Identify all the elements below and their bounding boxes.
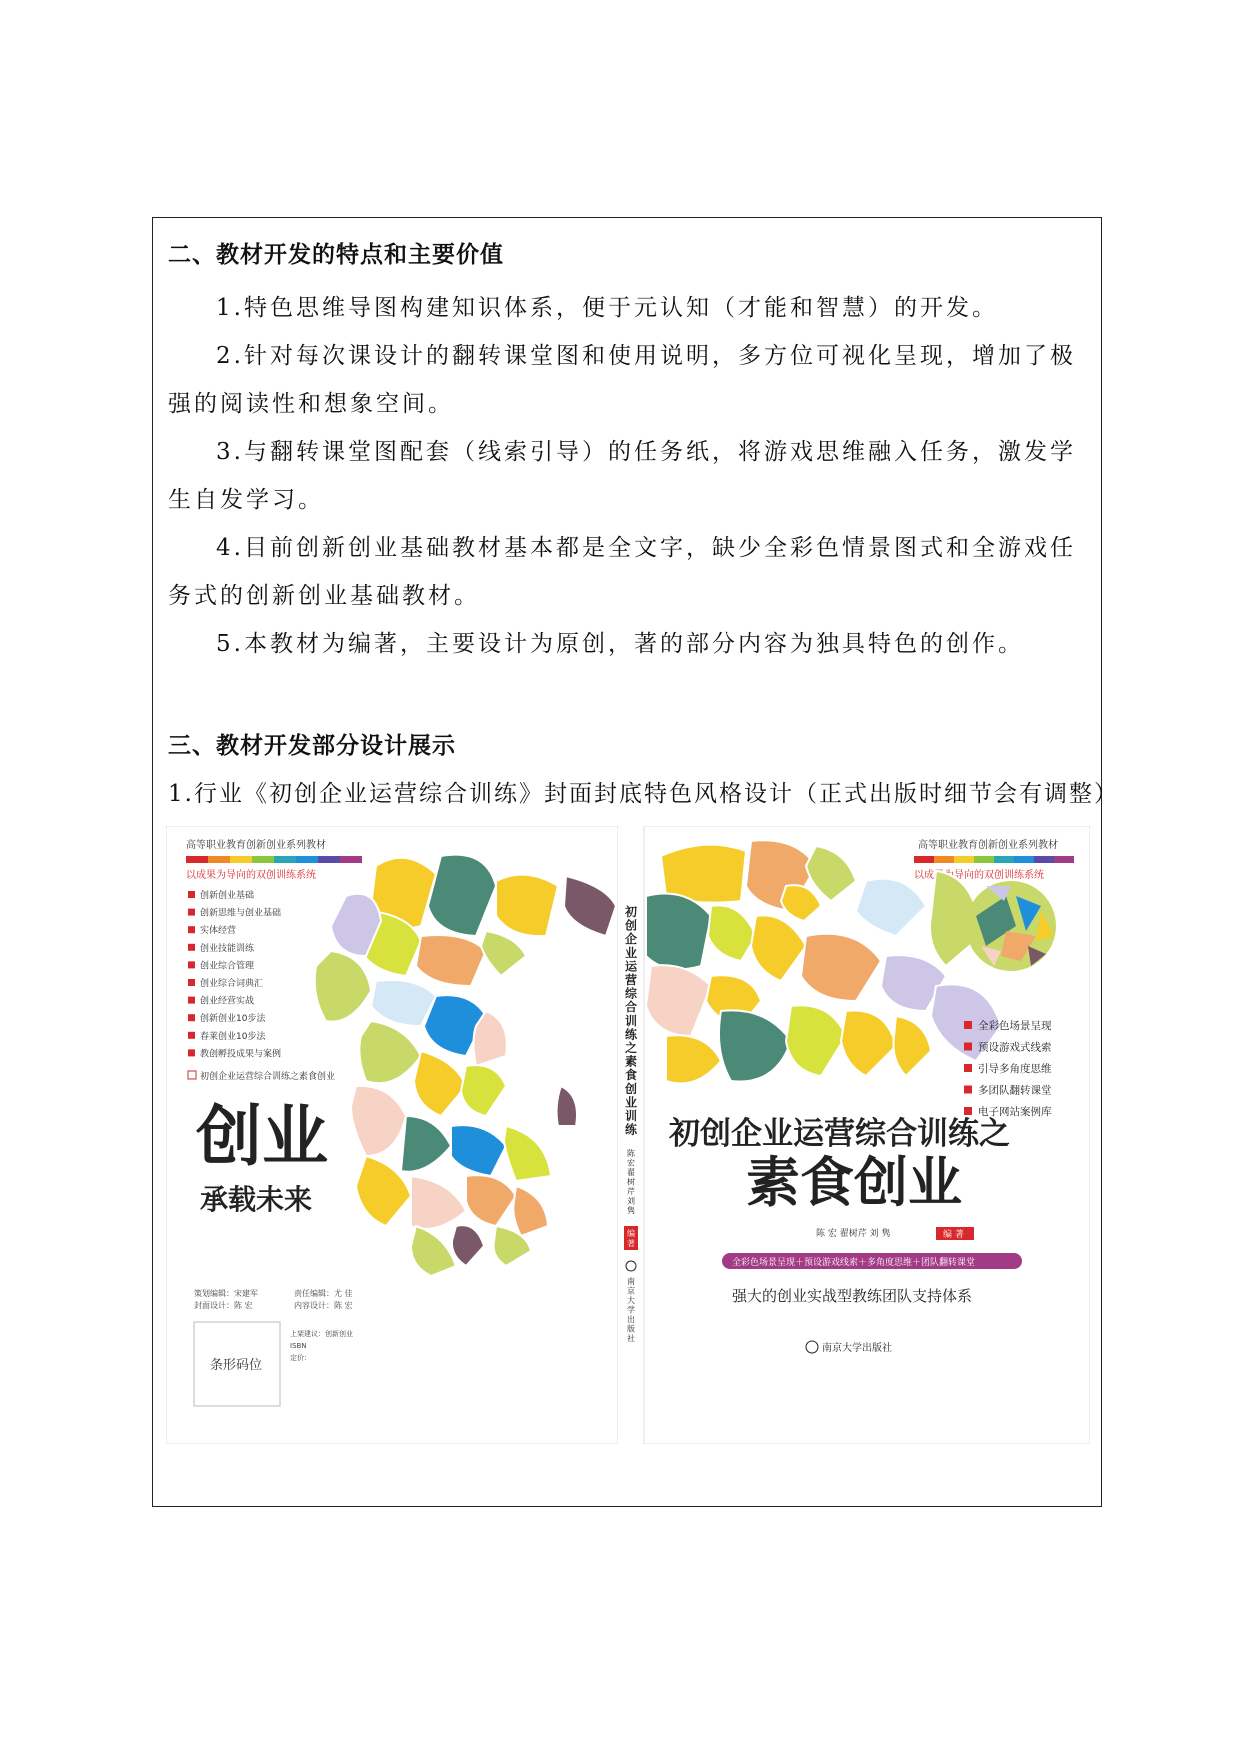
list-bullet-icon (188, 944, 195, 951)
feature-bullet-icon (964, 1021, 972, 1029)
feature-item: 多团队翻转课堂 (978, 1084, 1052, 1097)
back-color-bar (186, 856, 362, 863)
feature-bullet-icon (964, 1064, 972, 1072)
front-color-bar (914, 856, 1074, 863)
figure-caption: 1.行业《初创企业运营综合训练》封面封底特色风格设计（正式出版时细节会有调整） (168, 781, 1119, 807)
book-cover-illustration (166, 826, 1090, 1444)
feature-item: 全彩色场景呈现 (978, 1020, 1052, 1032)
feature-item: 电子网站案例库 (978, 1106, 1052, 1118)
credit-2: 责任编辑：尤 佳 (294, 1289, 353, 1298)
front-title-line2: 素食创业 (746, 1151, 962, 1214)
point-2: 2.针对每次课设计的翻转课堂图和使用说明，多方位可视化呈现，增加了极强的阅读性和想象空间。 (168, 343, 1076, 417)
list-bullet-icon (188, 1032, 195, 1039)
back-list-item: 创业综合管理 (200, 961, 255, 972)
list-bullet-icon (188, 909, 195, 916)
back-big-title: 创业 (196, 1098, 328, 1175)
credit-4: 内容设计：陈 宏 (294, 1301, 353, 1310)
list-bullet-icon (188, 1049, 195, 1056)
section-2-title: 二、教材开发的特点和主要价值 (168, 241, 504, 268)
front-banner: 全彩色场景呈现＋预设游戏线索＋多角度思维＋团队翻转课堂 (732, 1258, 976, 1268)
back-list-item: 创新创业10步法 (200, 1014, 266, 1025)
list-bullet-icon (188, 926, 195, 933)
back-check-item: 初创企业运营综合训练之素食创业 (200, 1072, 336, 1082)
list-bullet-icon (188, 891, 195, 898)
list-bullet-icon (188, 1014, 195, 1021)
front-role: 编 著 (943, 1230, 964, 1240)
back-series-sub: 以成果为导向的双创训练系统 (186, 870, 316, 881)
point-1: 1.特色思维导图构建知识体系，便于元认知（才能和智慧）的开发。 (216, 295, 998, 321)
back-list-item: 创新思维与创业基础 (200, 908, 282, 919)
back-series: 高等职业教育创新创业系列教材 (186, 840, 326, 851)
feature-item: 引导多角度思维 (978, 1063, 1052, 1075)
list-bullet-icon (188, 961, 195, 968)
point-5: 5.本教材为编著，主要设计为原创，著的部分内容为独具特色的创作。 (216, 631, 1024, 657)
front-publisher: 南京大学出版社 (822, 1343, 892, 1354)
back-list-item: 教创孵投成果与案例 (200, 1049, 282, 1060)
spine-publisher: 南京大学出版社 (627, 1277, 635, 1343)
back-list-item: 春莱创业10步法 (200, 1031, 266, 1042)
back-list-item: 创业综合词典汇 (200, 979, 264, 989)
circle-mosaic-illustration (966, 881, 1056, 971)
point-3: 3.与翻转课堂图配套（线索引导）的任务纸，将游戏思维融入任务，激发学生自发学习。 (168, 439, 1076, 513)
front-series-sub: 以成果为导向的双创训练系统 (914, 870, 1044, 881)
feature-bullet-icon (964, 1043, 972, 1051)
feature-bullet-icon (964, 1107, 972, 1115)
credit-1: 策划编辑：宋建军 (194, 1289, 258, 1298)
back-list-item: 实体经营 (200, 926, 237, 937)
front-title-line1: 初创企业运营综合训练之 (669, 1116, 1010, 1152)
back-list-item: 创业经营实战 (200, 996, 255, 1007)
spine-title: 初创企业运营综合训练之素食创业训练 (624, 905, 638, 1137)
spine-authors: 陈宏翟树芹刘隽 (627, 1149, 635, 1215)
front-tagline: 强大的创业实战型教练团队支持体系 (732, 1287, 973, 1305)
front-authors: 陈 宏 翟树芹 刘 隽 (816, 1229, 891, 1239)
point-4: 4.目前创新创业基础教材基本都是全文字，缺少全彩色情景图式和全游戏任务式的创新创业基础教材。 (168, 535, 1076, 609)
spine-role: 编著 (627, 1229, 635, 1248)
feature-item: 预设游戏式线索 (978, 1041, 1052, 1054)
list-bullet-icon (188, 979, 195, 986)
back-slogan: 承载未来 (200, 1183, 313, 1216)
credit-3: 封面设计：陈 宏 (194, 1301, 253, 1310)
back-list-item: 创业技能训练 (200, 943, 255, 954)
barcode-info-1: 上架建议：创新创业 (290, 1330, 353, 1338)
barcode-info-2: ISBN (290, 1342, 307, 1350)
barcode-label: 条形码位 (210, 1358, 263, 1373)
feature-bullet-icon (964, 1086, 972, 1094)
section-3-title: 三、教材开发部分设计展示 (168, 732, 456, 759)
back-list-item: 创新创业基础 (200, 891, 255, 901)
barcode-info-3: 定价： (290, 1354, 311, 1362)
front-series: 高等职业教育创新创业系列教材 (918, 840, 1058, 851)
list-bullet-icon (188, 997, 195, 1004)
book-cover-figure (166, 826, 1090, 1444)
